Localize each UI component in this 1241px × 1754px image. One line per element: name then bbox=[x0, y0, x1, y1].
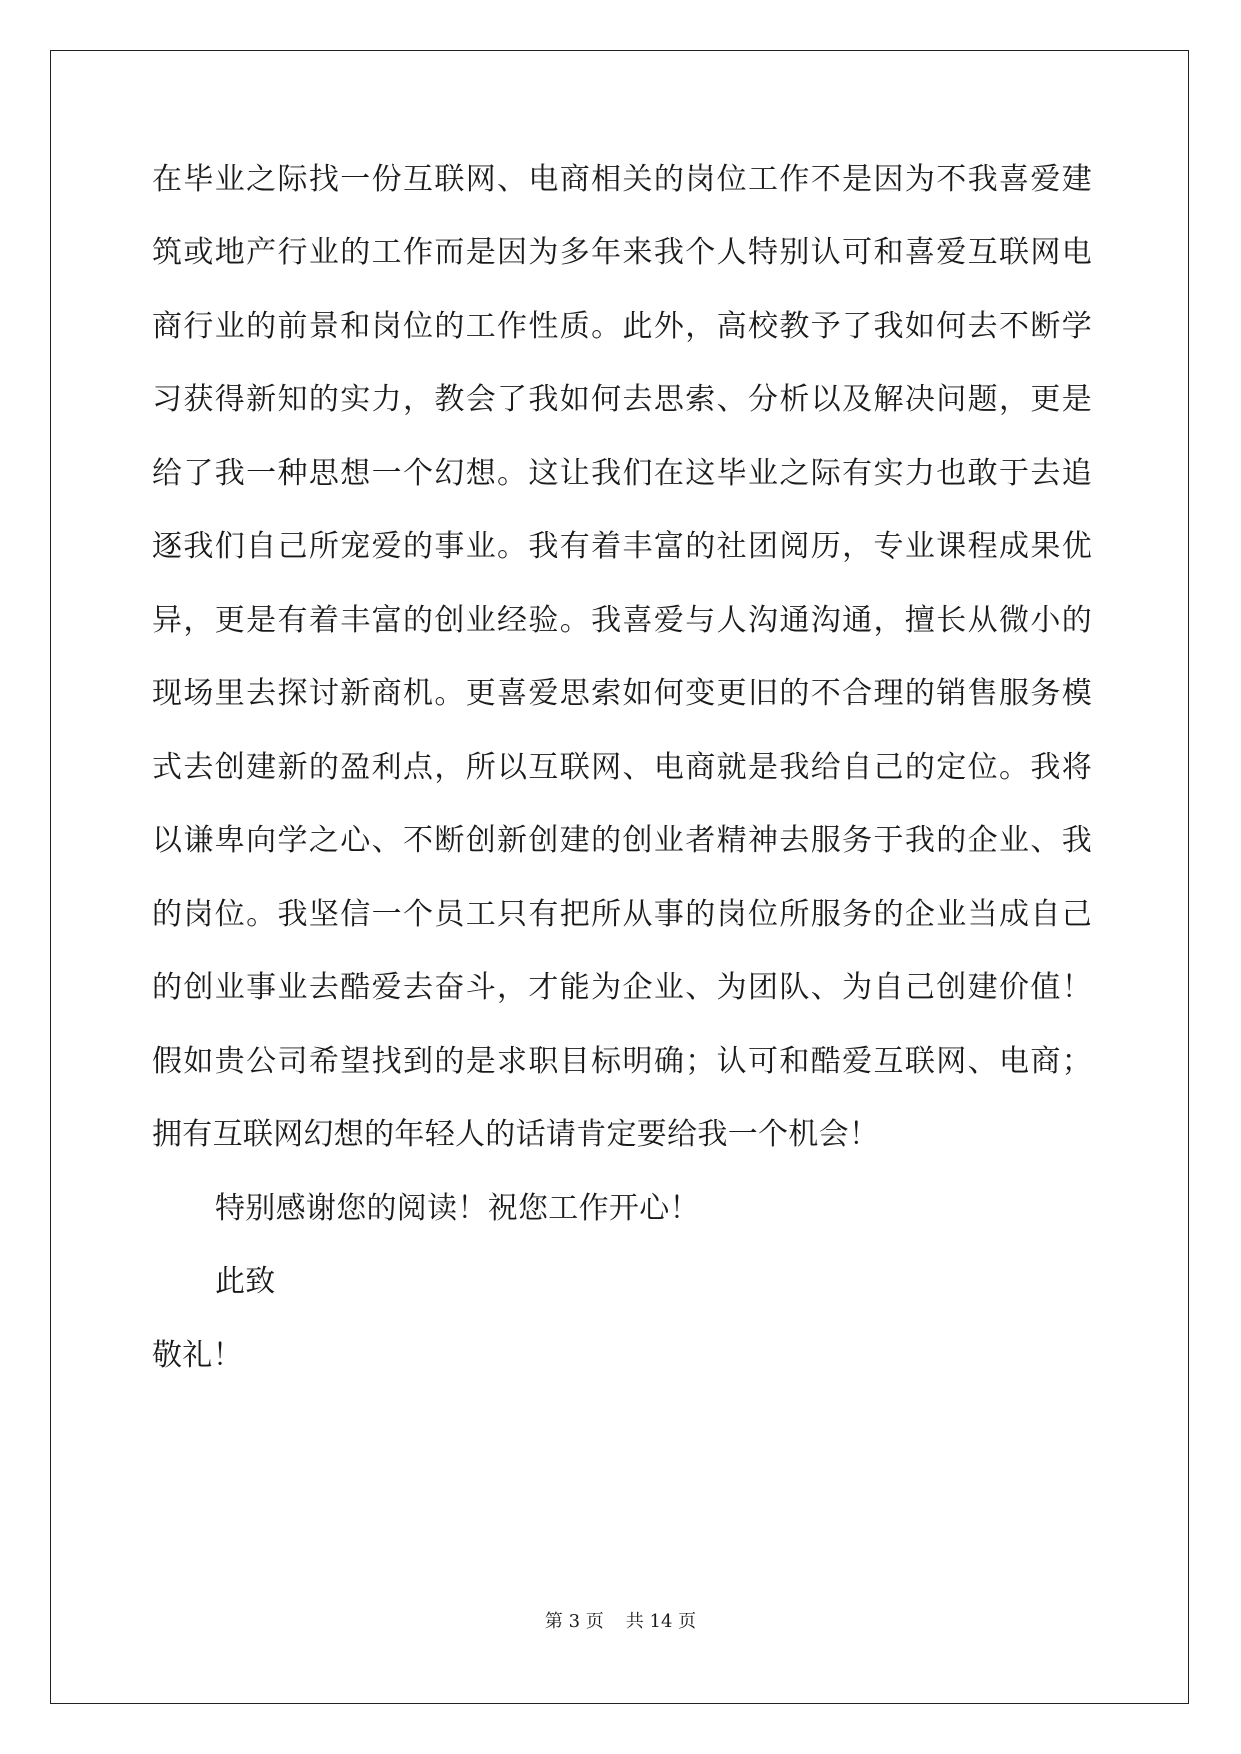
paragraph-line: 商行业的前景和岗位的工作性质。此外，高校教予了我如何去不断学 bbox=[152, 309, 1092, 344]
salutation-line: 敬礼！ bbox=[152, 1338, 243, 1373]
thanks-line: 特别感谢您的阅读！祝您工作开心！ bbox=[215, 1191, 700, 1226]
paragraph-line: 拥有互联网幻想的年轻人的话请肯定要给我一个机会！ bbox=[152, 1117, 880, 1152]
paragraph-line: 异，更是有着丰富的创业经验。我喜爱与人沟通沟通，擅长从微小的 bbox=[152, 603, 1092, 638]
paragraph-line: 的创业事业去酷爱去奋斗，才能为企业、为团队、为自己创建价值！ bbox=[152, 970, 1092, 1005]
page-number: 第 3 页 bbox=[544, 1611, 604, 1632]
page-footer bbox=[0, 1610, 1241, 1634]
paragraph-line: 在毕业之际找一份互联网、电商相关的岗位工作不是因为不我喜爱建 bbox=[152, 162, 1092, 197]
paragraph-line: 给了我一种思想一个幻想。这让我们在这毕业之际有实力也敢于去追 bbox=[152, 456, 1092, 491]
page-total: 共 14 页 bbox=[625, 1611, 697, 1632]
paragraph-line: 筑或地产行业的工作而是因为多年来我个人特别认可和喜爱互联网电 bbox=[152, 235, 1092, 270]
paragraph-line: 的岗位。我坚信一个员工只有把所从事的岗位所服务的企业当成自己 bbox=[152, 897, 1092, 932]
paragraph-line: 习获得新知的实力，教会了我如何去思索、分析以及解决问题，更是 bbox=[152, 382, 1092, 417]
paragraph-line: 以谦卑向学之心、不断创新创建的创业者精神去服务于我的企业、我 bbox=[152, 823, 1092, 858]
page-border bbox=[50, 50, 1189, 1704]
paragraph-line: 逐我们自己所宠爱的事业。我有着丰富的社团阅历，专业课程成果优 bbox=[152, 529, 1092, 564]
closing-line: 此致 bbox=[215, 1264, 276, 1299]
paragraph-line: 假如贵公司希望找到的是求职目标明确；认可和酷爱互联网、电商； bbox=[152, 1044, 1092, 1079]
paragraph-line: 现场里去探讨新商机。更喜爱思索如何变更旧的不合理的销售服务模 bbox=[152, 676, 1092, 711]
paragraph-line: 式去创建新的盈利点，所以互联网、电商就是我给自己的定位。我将 bbox=[152, 750, 1092, 785]
